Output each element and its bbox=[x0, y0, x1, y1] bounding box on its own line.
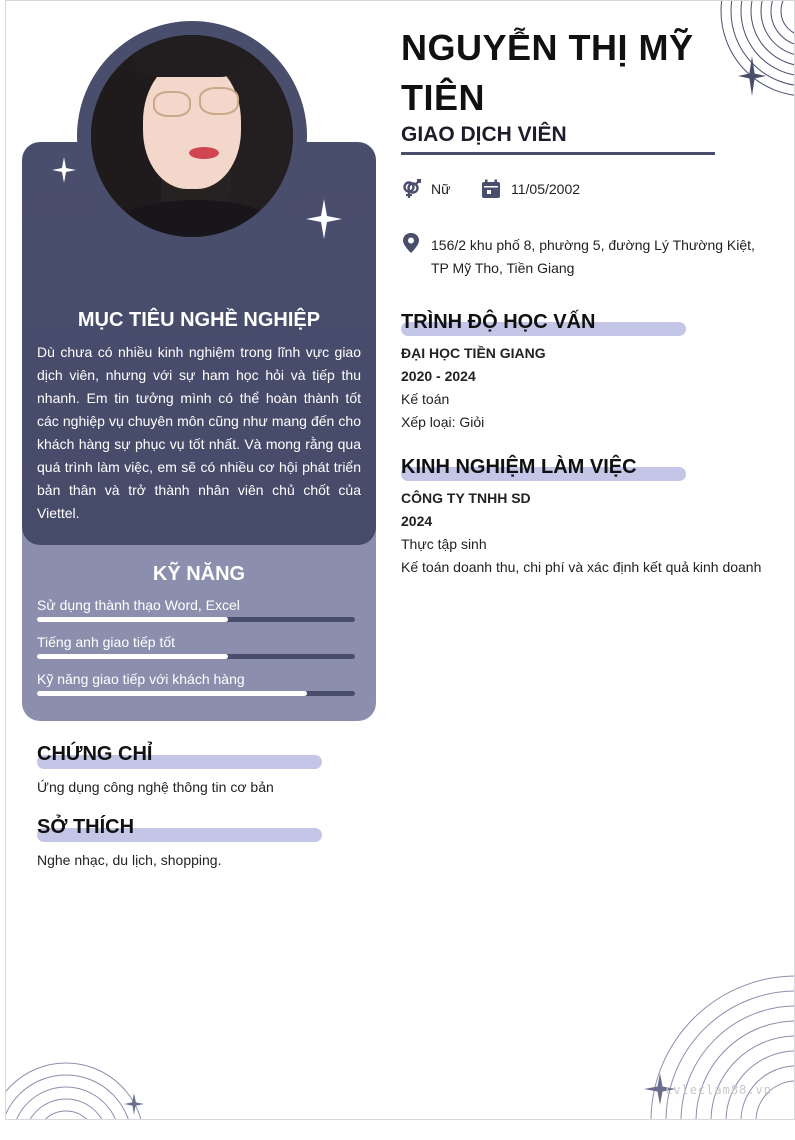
sparkle-icon bbox=[306, 199, 342, 239]
experience-company: CÔNG TY TNHH SD bbox=[401, 490, 531, 506]
gender-text: Nữ bbox=[431, 181, 451, 197]
skill-fill bbox=[37, 691, 307, 696]
cv-page bbox=[5, 0, 795, 1120]
hobbies-title: SỞ THÍCH bbox=[37, 816, 135, 838]
decorative-rings-bottom-left bbox=[6, 1061, 156, 1120]
skills-title: KỸ NĂNG bbox=[152, 563, 246, 585]
skill-track bbox=[37, 654, 355, 659]
calendar-icon bbox=[481, 179, 501, 199]
candidate-role: GIAO DỊCH VIÊN bbox=[401, 123, 567, 146]
skill-track bbox=[37, 617, 355, 622]
skill-item bbox=[37, 597, 355, 622]
address-text: 156/2 khu phố 8, phường 5, đường Lý Thường Kiệt, TP Mỹ Tho, Tiền Giang bbox=[431, 237, 755, 276]
experience-position: Thực tập sinh bbox=[401, 536, 487, 552]
objective-text: Dù chưa có nhiều kinh nghiệm trong lĩnh vực giao dịch viên, nhưng với sự ham học hỏi và tiếp thu nhanh. Em tin tưởng mình có thể hoàn thành tốt các nghiệp vụ chuyên môn cũng như mang đến cho khách hàng sự phục vụ tốt nhất. Và mong rằng qua quá trình làm việc, em sẽ có nhiều cơ hội phát triển bản thân và trở thành nhân viên chủ chốt của Viettel. bbox=[37, 344, 361, 521]
hobbies-text: Nghe nhạc, du lịch, shopping. bbox=[37, 852, 222, 868]
experience-description: Kế toán doanh thu, chi phí và xác định kết quả kinh doanh bbox=[401, 559, 762, 575]
skill-label: Kỹ năng giao tiếp với khách hàng bbox=[37, 671, 245, 687]
watermark: cvleclam88.vn bbox=[665, 1083, 772, 1097]
skill-label: Sử dụng thành thạo Word, Excel bbox=[37, 597, 240, 613]
skill-track bbox=[37, 691, 355, 696]
skill-fill bbox=[37, 654, 228, 659]
education-grade: Xếp loại: Giỏi bbox=[401, 414, 485, 430]
experience-title: KINH NGHIỆM LÀM VIỆC bbox=[401, 456, 637, 478]
birthdate-text: 11/05/2002 bbox=[511, 181, 581, 197]
skill-item bbox=[37, 634, 355, 659]
sparkle-icon bbox=[738, 56, 766, 96]
skill-label: Tiếng anh giao tiếp tốt bbox=[37, 634, 176, 650]
education-title: TRÌNH ĐỘ HỌC VẤN bbox=[401, 311, 596, 333]
gender-icon bbox=[401, 179, 421, 199]
certificates-text: Ứng dụng công nghệ thông tin cơ bản bbox=[37, 779, 274, 795]
education-school: ĐẠI HỌC TIỀN GIANG bbox=[401, 345, 546, 361]
education-major: Kế toán bbox=[401, 391, 450, 407]
certificates-title: CHỨNG CHỈ bbox=[37, 743, 153, 765]
role-underline bbox=[401, 152, 715, 155]
candidate-name: NGUYỄN THỊ MỸ TIÊN bbox=[401, 27, 694, 118]
skill-fill bbox=[37, 617, 228, 622]
skill-item bbox=[37, 671, 355, 696]
avatar bbox=[91, 35, 293, 237]
location-icon bbox=[401, 233, 421, 253]
experience-year: 2024 bbox=[401, 513, 433, 529]
sparkle-icon bbox=[124, 1093, 144, 1115]
sparkle-icon bbox=[52, 157, 76, 183]
objective-title: MỤC TIÊU NGHỀ NGHIỆP bbox=[77, 309, 321, 331]
education-years: 2020 - 2024 bbox=[401, 368, 476, 384]
